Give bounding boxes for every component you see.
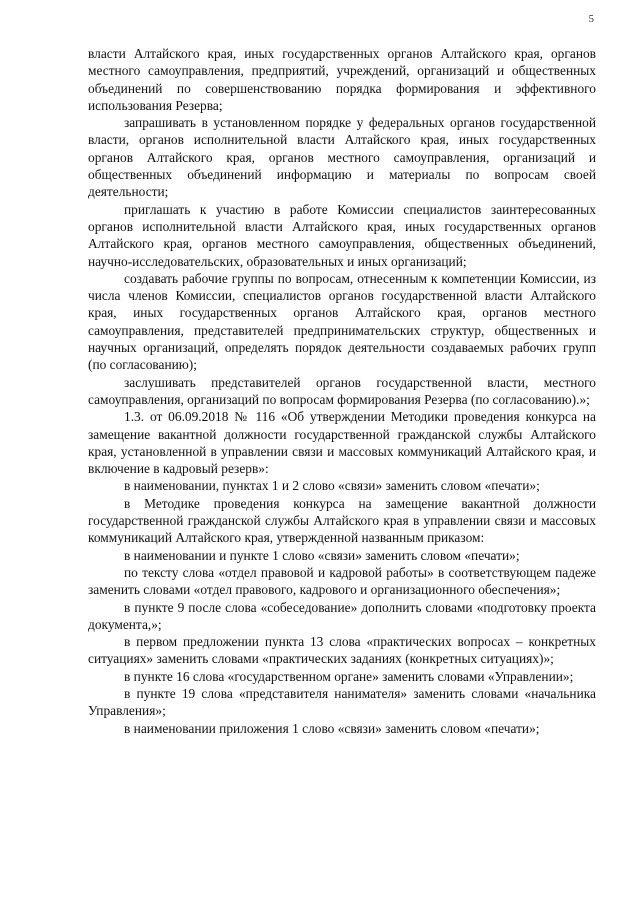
paragraph-invite-specialists: приглашать к участию в работе Комиссии специалистов заинтересованных органов исполнительной власти Алтайского края, иных государственных органов Алтайского края, органов местного самоуправления, общественных объединений, научно-исследовательских, образовательных и иных организаций; (88, 201, 596, 269)
paragraph-amend-item-19: в пункте 19 слова «представителя нанимателя» заменить словами «начальника Управления»; (88, 685, 596, 719)
paragraph-amend-appendix-1: в наименовании приложения 1 слово «связи» заменить словом «печати»; (124, 720, 540, 736)
paragraph-amend-department-name: по тексту слова «отдел правовой и кадровой работы» в соответствующем падеже заменить словами «отдел правового, кадрового и организационного обеспечения»; (88, 564, 596, 598)
document-body (88, 45, 596, 737)
paragraph-amend-title-item-1: в наименовании и пункте 1 слово «связи» заменить словом «печати»; (124, 547, 520, 563)
paragraph-request-information: запрашивать в установленном порядке у федеральных органов государственной власти, органов исполнительной власти Алтайского края, иных государственных органов Алтайского края, органов местного самоуправления, организаций и общественных объединений информацию и материалы по вопросам своей деятельности; (88, 115, 596, 200)
paragraph-amend-item-9: в пункте 9 после слова «собеседование» дополнить словами «подготовку проекта документа,»; (88, 599, 596, 632)
paragraph-create-working-groups: создавать рабочие группы по вопросам, отнесенным к компетенции Комиссии, из числа членов Комиссии, специалистов органов государственной власти Алтайского края, иных государственных органов Алтайского края, органов местного самоуправления, представителей предпринимательских структур, общественных и научных организаций, определять порядок деятельности создаваемых рабочих групп (по согласованию); (88, 270, 596, 373)
paragraph-hear-representatives: заслушивать представителей органов государственной власти, местного самоуправления, организаций по вопросам формирования Резерва (по согласованию).»; (88, 374, 596, 407)
paragraph-continuation: власти Алтайского края, иных государственных органов Алтайского края, органов местного самоуправления, предприятий, учреждений, организаций и общественных объединений по совершенствованию порядка формирования и эффективного использования Резерва; (88, 46, 596, 113)
paragraph-item-1-3: 1.3. от 06.09.2018 № 116 «Об утверждении Методики проведения конкурса на замещение вакантной должности государственной гражданской службы Алтайского края, установленной в управлении связи и массовых коммуникаций Алтайского края, и включение в кадровый резерв»: (88, 409, 596, 477)
paragraph-amend-item-13: в первом предложении пункта 13 слова «практических вопросах – конкретных ситуациях» заменить словами «практических заданиях (конкретных ситуациях)»; (88, 634, 596, 667)
paragraph-methodology: в Методике проведения конкурса на замещение вакантной должности государственной гражданской службы Алтайского края в управлении связи и массовых коммуникаций Алтайского края, утвержденной названным приказом: (88, 495, 596, 546)
paragraph-amend-title-items: в наименовании, пунктах 1 и 2 слово «связи» заменить словом «печати»; (124, 478, 540, 494)
page-number: 5 (588, 13, 594, 25)
paragraph-amend-item-16: в пункте 16 слова «государственном органе» заменить словами «Управлении»; (124, 668, 574, 684)
